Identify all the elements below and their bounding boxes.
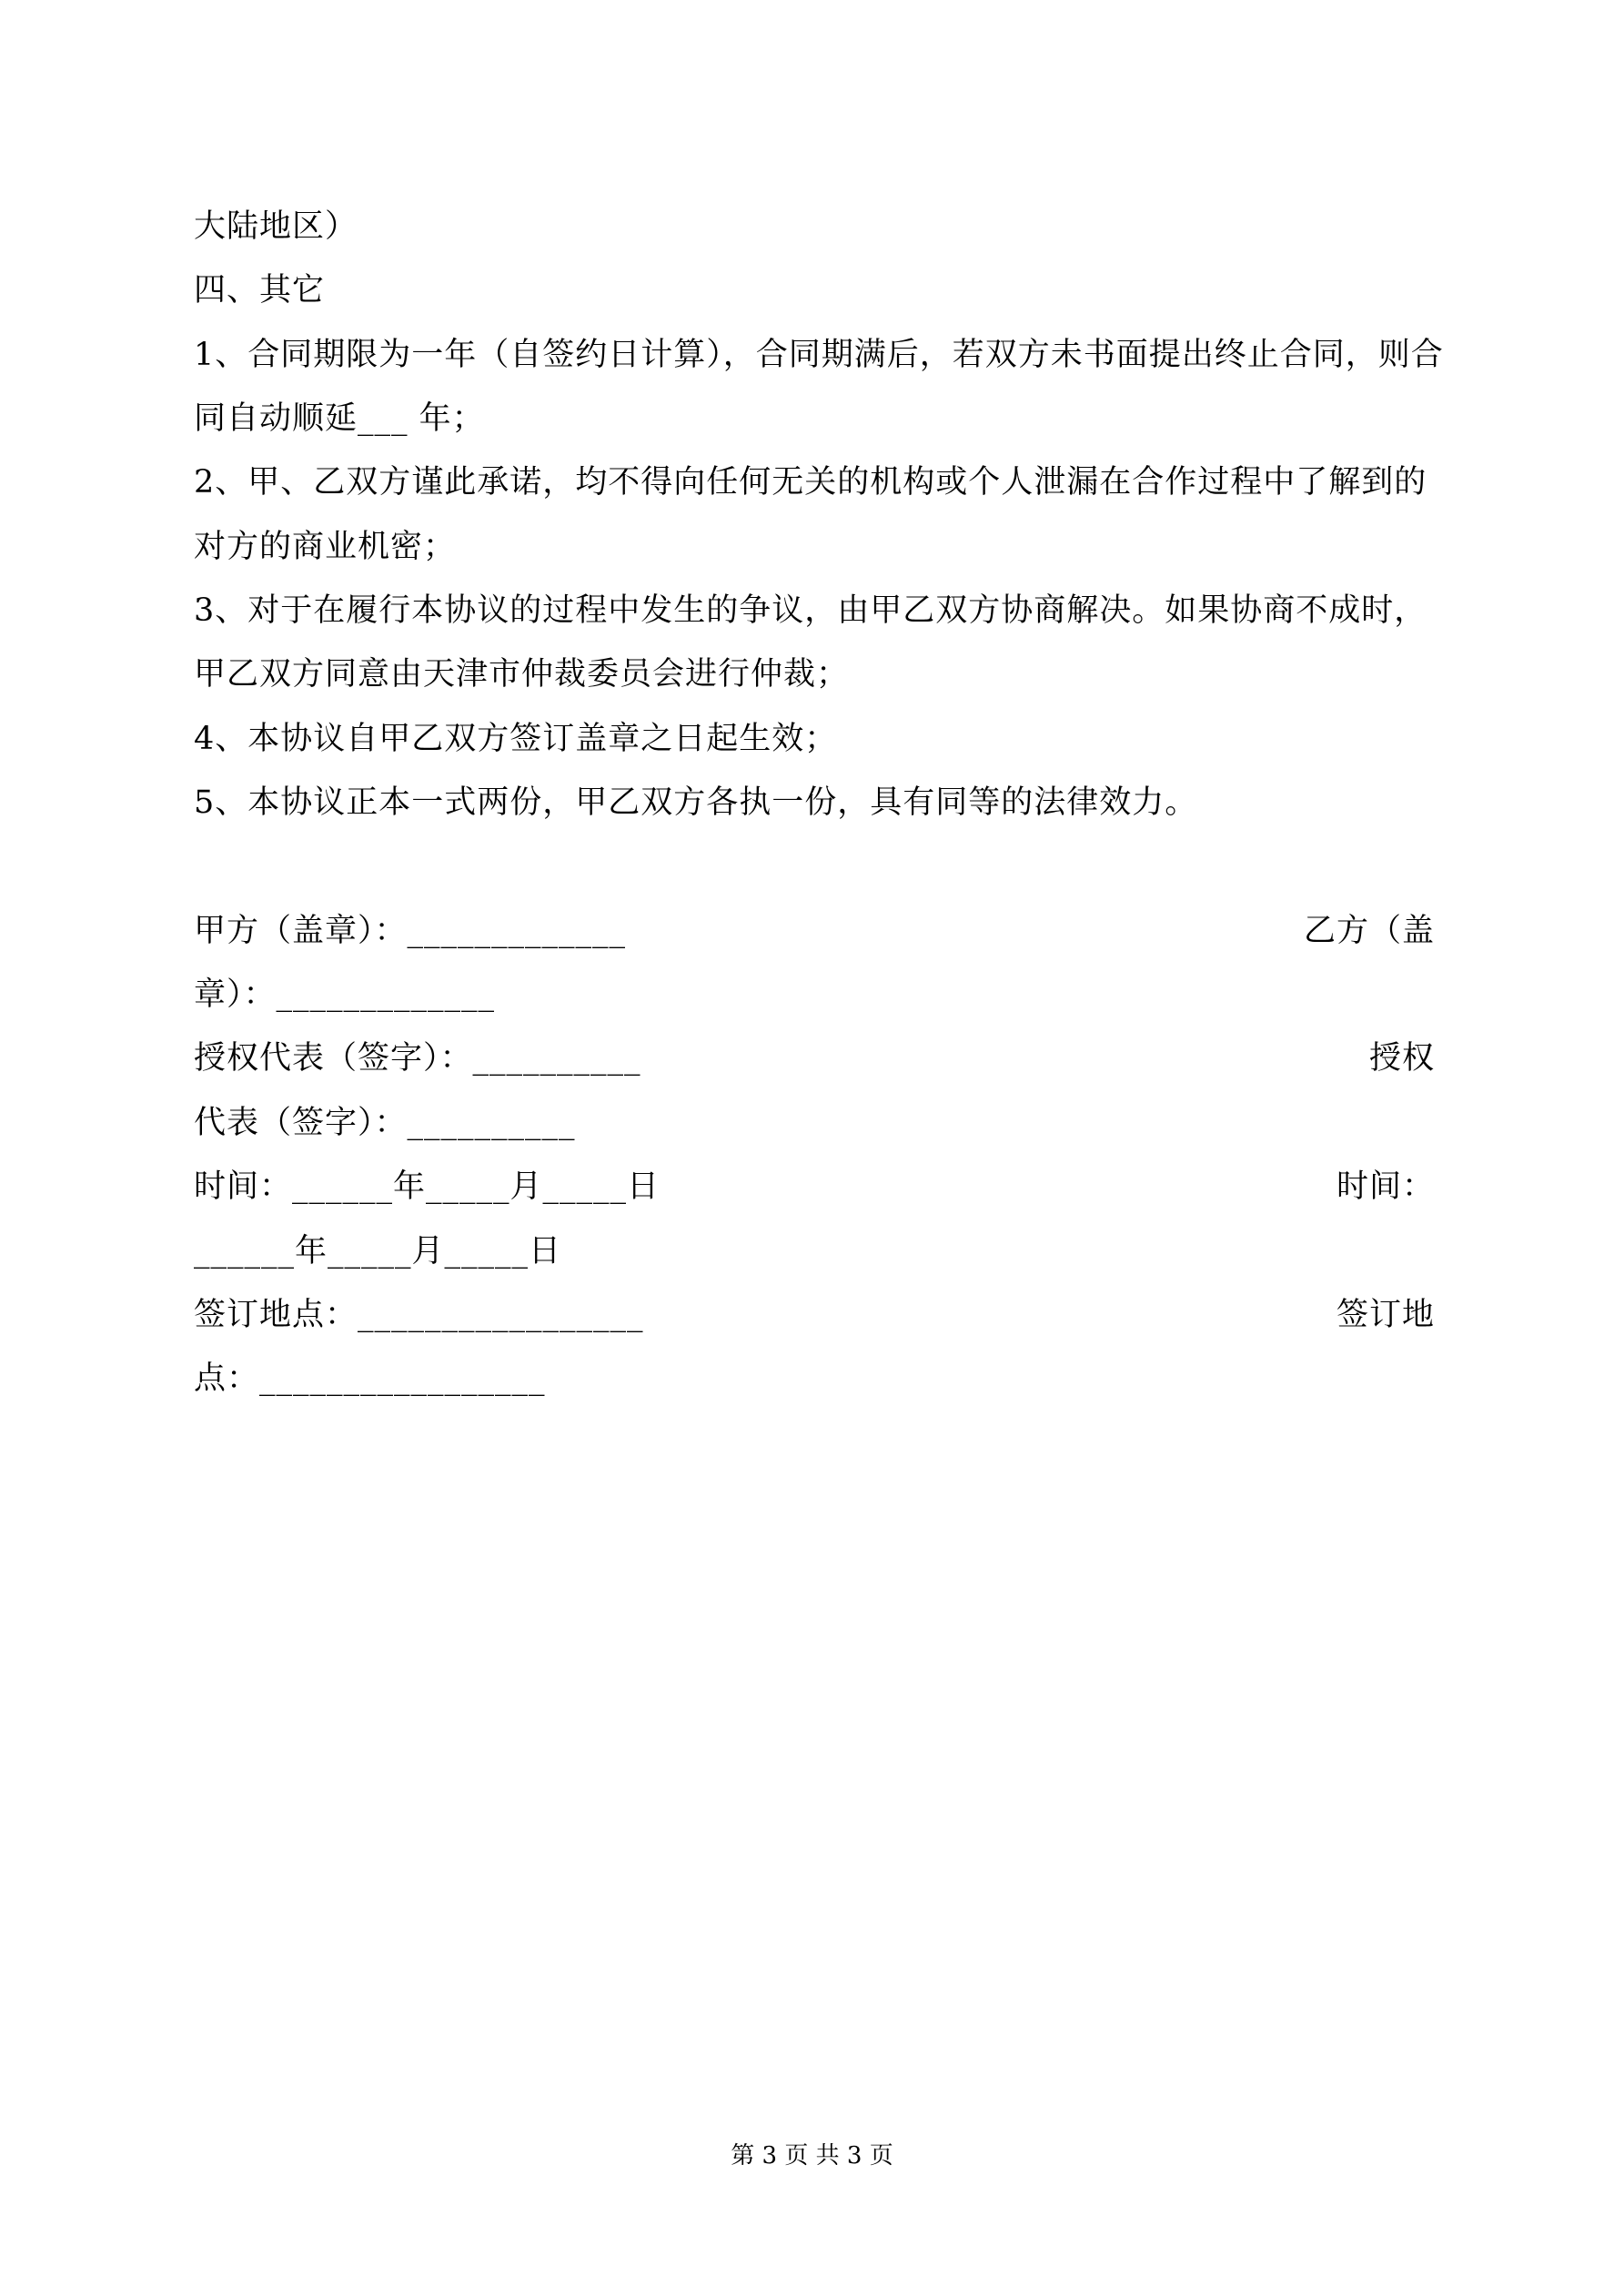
place-b-start: 签订地 [1336, 1297, 1435, 1333]
text-line-7: 3、对于在履行本协议的过程中发生的争议，由甲乙双方协商解决。如果协商不成时， [194, 592, 1427, 629]
text-line-1: 大陆地区） [194, 208, 358, 245]
rep-a: 授权代表（签字）：__________ [194, 1040, 641, 1077]
rep-b-start: 授权 [1368, 1040, 1435, 1077]
time-a: 时间：______年_____月_____日 [194, 1168, 661, 1205]
text-line-8: 甲乙双方同意由天津市仲裁委员会进行仲裁； [194, 656, 850, 693]
page-number: 第 3 页 共 3 页 [731, 2142, 893, 2170]
party-a-seal: 甲方（盖章）：_____________ [194, 913, 627, 949]
party-b-seal-end: 章）：_____________ [194, 976, 496, 1013]
party-b-seal-start: 乙方（盖 [1303, 913, 1435, 949]
time-b-start: 时间： [1336, 1168, 1435, 1205]
section-heading: 四、其它 [194, 272, 326, 308]
text-line-6: 对方的商业机密； [194, 529, 457, 565]
text-line-4: 同自动顺延___ 年； [194, 400, 485, 437]
text-line-10: 5、本协议正本一式两份，甲乙双方各执一份，具有同等的法律效力。 [194, 784, 1198, 821]
place-b-end: 点：_________________ [194, 1360, 546, 1397]
text-line-9: 4、本协议自甲乙双方签订盖章之日起生效； [194, 721, 838, 757]
text-line-3: 1、合同期限为一年（自签约日计算），合同期满后，若双方未书面提出终止合同，则合 [194, 337, 1444, 373]
text-line-5: 2、甲、乙双方谨此承诺，均不得向任何无关的机构或个人泄漏在合作过程中了解到的 [194, 464, 1427, 501]
time-b-end: ______年_____月_____日 [194, 1233, 562, 1269]
rep-b-end: 代表（签字）：__________ [194, 1105, 576, 1141]
place-a: 签订地点：_________________ [194, 1297, 644, 1333]
